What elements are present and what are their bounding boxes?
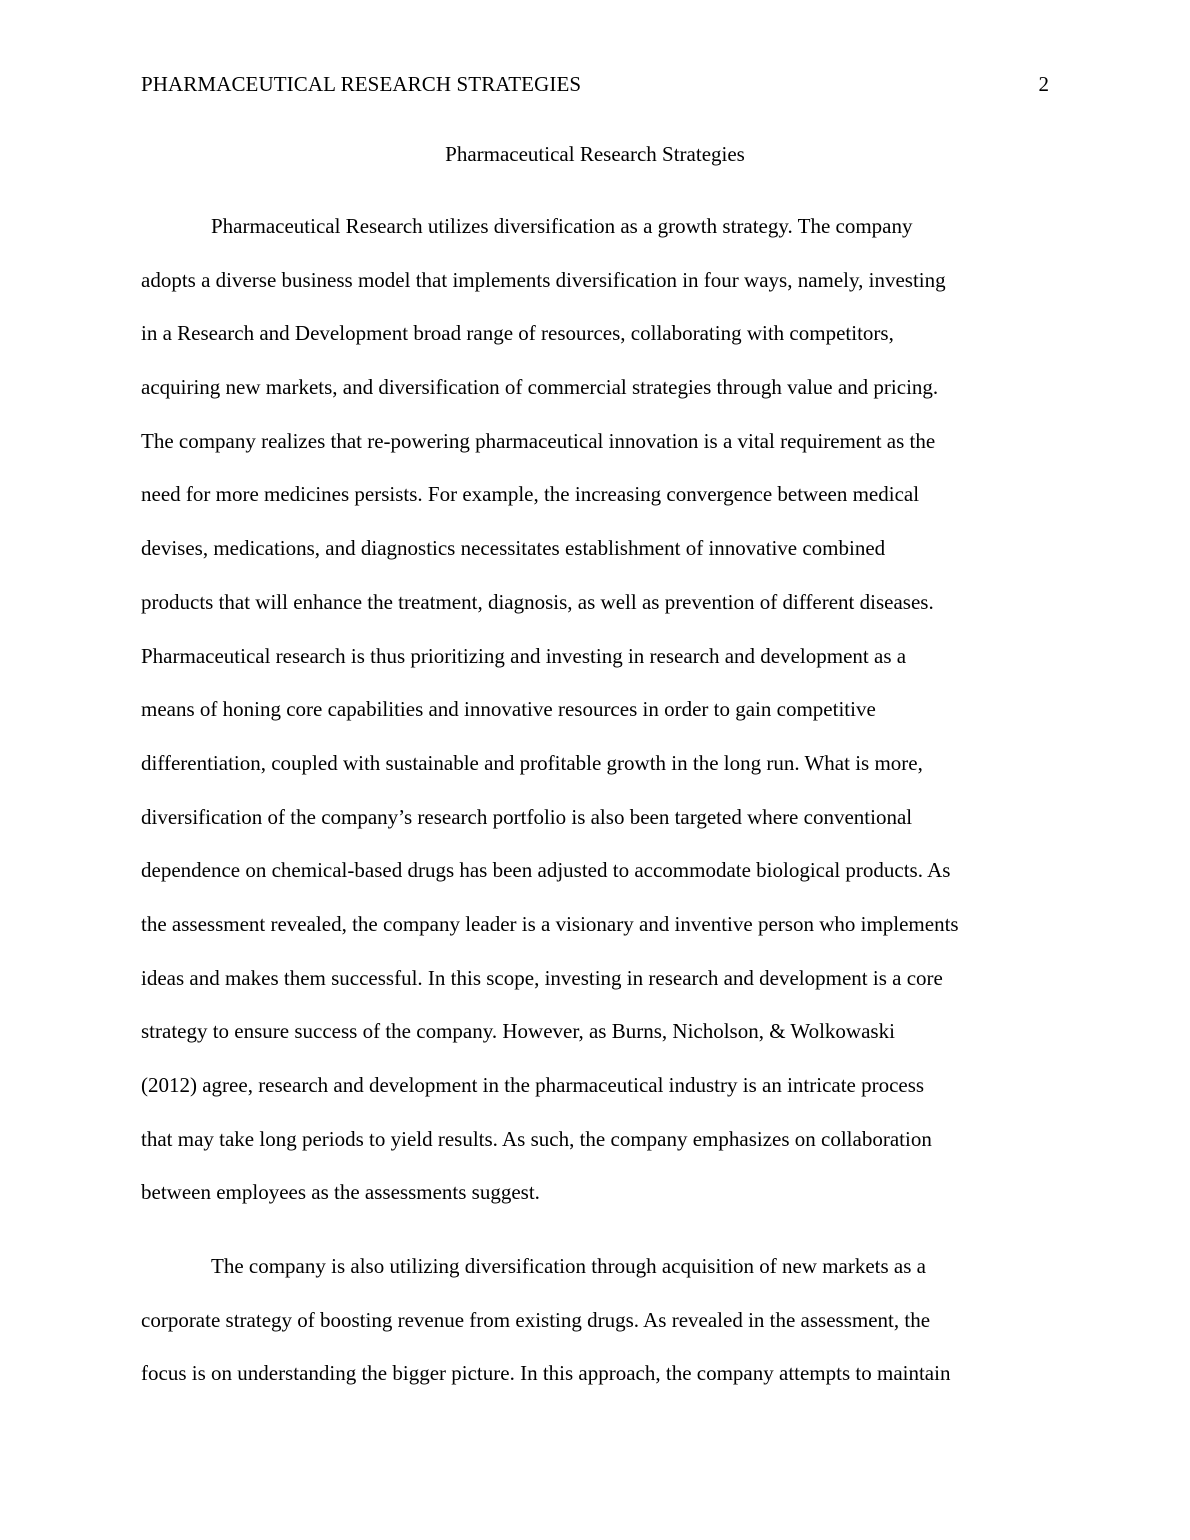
paragraph-line: Pharmaceutical Research utilizes diversification as a growth strategy. The company xyxy=(211,214,913,238)
paragraph-line: need for more medicines persists. For example, the increasing convergence between medical xyxy=(141,482,920,507)
paragraph-line: in a Research and Development broad range of resources, collaborating with competitors, xyxy=(141,321,894,346)
paragraph-line: The company is also utilizing diversification through acquisition of new markets as a xyxy=(211,1254,926,1279)
paragraph-line: acquiring new markets, and diversification of commercial strategies through value and pricing. xyxy=(141,375,939,400)
paragraph-line: that may take long periods to yield results. As such, the company emphasizes on collaboration xyxy=(141,1126,932,1151)
paragraph-line: The company realizes that re-powering pharmaceutical innovation is a vital requirement as the xyxy=(141,428,936,453)
paragraph-line: the assessment revealed, the company leader is a visionary and inventive person who implements xyxy=(141,911,959,936)
paragraph-line: differentiation, coupled with sustainable and profitable growth in the long run. What is more, xyxy=(141,750,923,775)
paragraph xyxy=(141,1240,1049,1401)
paragraph-line: between employees as the assessments suggest. xyxy=(141,1180,540,1205)
body-text xyxy=(141,200,1049,1401)
paragraph-line: (2012) agree, research and development in the pharmaceutical industry is an intricate process xyxy=(141,1073,925,1097)
paragraph-line: means of honing core capabilities and innovative resources in order to gain competitive xyxy=(141,697,876,722)
page-number: 2 xyxy=(1038,72,1049,96)
paragraph-line: diversification of the company’s research portfolio is also been targeted where conventional xyxy=(141,804,913,829)
paragraph-line: products that will enhance the treatment, diagnosis, as well as prevention of different diseases. xyxy=(141,589,934,614)
paragraph-spacing xyxy=(141,1220,1049,1240)
paragraph-line: ideas and makes them successful. In this scope, investing in research and development is a core xyxy=(141,965,943,990)
paragraph-line: devises, medications, and diagnostics necessitates establishment of innovative combined xyxy=(141,536,886,561)
document-title: Pharmaceutical Research Strategies xyxy=(445,142,745,166)
paragraph-line: dependence on chemical-based drugs has been adjusted to accommodate biological products. As xyxy=(141,858,951,883)
running-head: PHARMACEUTICAL RESEARCH STRATEGIES xyxy=(141,72,582,96)
paragraph xyxy=(141,200,1049,1220)
paragraph-line: corporate strategy of boosting revenue from existing drugs. As revealed in the assessment, the xyxy=(141,1307,931,1332)
paragraph-line: Pharmaceutical research is thus prioritizing and investing in research and development as a xyxy=(141,643,907,668)
paragraph-line: focus is on understanding the bigger picture. In this approach, the company attempts to maintain xyxy=(141,1361,951,1386)
paragraph-line: strategy to ensure success of the company. However, as Burns, Nicholson, & Wolkowaski xyxy=(141,1019,895,1044)
paragraph-line: adopts a diverse business model that implements diversification in four ways, namely, investing xyxy=(141,267,946,292)
